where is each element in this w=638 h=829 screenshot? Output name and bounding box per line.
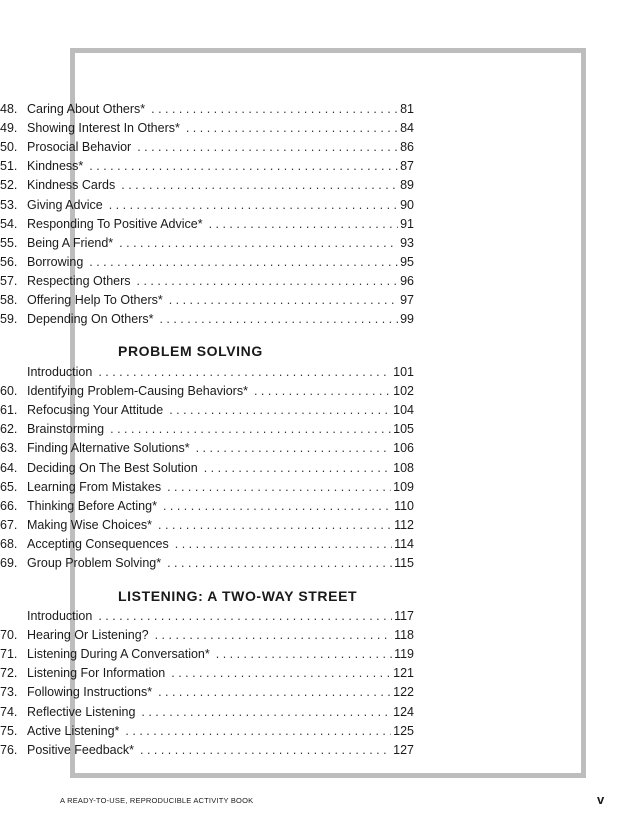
entry-title: Giving Advice bbox=[27, 197, 103, 212]
entry-page-number: 110 bbox=[394, 498, 414, 513]
entry-page-number: 114 bbox=[394, 536, 414, 551]
toc-entry bbox=[0, 722, 414, 741]
entry-number: 62. bbox=[0, 422, 18, 437]
entry-title: Introduction bbox=[27, 609, 93, 623]
entry-title: Making Wise Choices* bbox=[27, 517, 153, 532]
toc-entry bbox=[0, 310, 414, 329]
toc-entry bbox=[0, 516, 414, 535]
toc-entry bbox=[0, 554, 414, 573]
entry-title: Kindness Cards bbox=[27, 178, 116, 193]
entry-title: Following Instructions* bbox=[27, 685, 153, 700]
entry-number: 70. bbox=[0, 628, 18, 643]
entry-number: 75. bbox=[0, 723, 18, 738]
entry-page-number: 87 bbox=[400, 159, 414, 174]
entry-page-number: 91 bbox=[400, 216, 414, 231]
dot-leader bbox=[141, 703, 391, 722]
entry-title: Hearing Or Listening? bbox=[27, 628, 149, 643]
entry-title: Being A Friend* bbox=[27, 235, 114, 250]
entry-number: 58. bbox=[0, 293, 18, 307]
toc-entry bbox=[0, 439, 414, 458]
dot-leader bbox=[204, 459, 391, 478]
entry-number: 52. bbox=[0, 178, 18, 193]
entry-page-number: 121 bbox=[393, 666, 414, 681]
entry-title: Accepting Consequences bbox=[27, 536, 169, 551]
entry-page-number: 104 bbox=[393, 403, 414, 418]
toc-entry bbox=[0, 683, 414, 702]
entry-number: 60. bbox=[0, 384, 18, 399]
entry-number: 50. bbox=[0, 140, 18, 155]
entry-page-number: 93 bbox=[400, 235, 414, 250]
toc-entry bbox=[0, 664, 414, 683]
toc-entry bbox=[0, 703, 414, 722]
dot-leader bbox=[163, 497, 392, 516]
entry-page-number: 97 bbox=[400, 293, 414, 307]
dot-leader bbox=[119, 234, 398, 253]
entry-number: 57. bbox=[0, 273, 18, 288]
dot-leader bbox=[121, 176, 398, 195]
dot-leader bbox=[209, 215, 399, 234]
entry-number: 56. bbox=[0, 254, 18, 269]
toc-entry bbox=[0, 478, 414, 497]
dot-leader bbox=[167, 554, 392, 573]
toc-entry bbox=[0, 196, 414, 215]
footer-page-numeral: v bbox=[597, 792, 605, 807]
entry-number: 65. bbox=[0, 479, 18, 494]
entry-page-number: 119 bbox=[394, 647, 414, 662]
footer-book-label: A READY-TO-USE, REPRODUCIBLE ACTIVITY BOOK bbox=[60, 796, 254, 805]
entry-title: Reflective Listening bbox=[27, 704, 136, 719]
entry-title: Deciding On The Best Solution bbox=[27, 460, 198, 475]
entry-number: 68. bbox=[0, 536, 18, 551]
entry-page-number: 84 bbox=[400, 121, 414, 136]
toc-entry bbox=[0, 215, 414, 234]
dot-leader bbox=[98, 607, 392, 626]
entry-page-number: 90 bbox=[400, 197, 414, 212]
dot-leader bbox=[167, 478, 391, 497]
toc-entry bbox=[0, 363, 414, 382]
dot-leader bbox=[98, 363, 391, 382]
entry-number: 73. bbox=[0, 685, 18, 700]
entry-title: Kindness* bbox=[27, 159, 84, 174]
entry-number: 59. bbox=[0, 312, 18, 327]
dot-leader bbox=[110, 420, 391, 439]
dot-leader bbox=[109, 196, 398, 215]
entry-number: 72. bbox=[0, 666, 18, 681]
entry-title: Group Problem Solving* bbox=[27, 556, 162, 570]
entry-number: 76. bbox=[0, 742, 18, 757]
dot-leader bbox=[175, 535, 392, 554]
entry-page-number: 99 bbox=[400, 312, 414, 327]
toc-entry bbox=[0, 119, 414, 138]
entry-number: 51. bbox=[0, 159, 18, 174]
dot-leader bbox=[89, 157, 398, 176]
toc-entry bbox=[0, 234, 414, 253]
entry-page-number: 117 bbox=[394, 609, 414, 623]
dot-leader bbox=[196, 439, 392, 458]
toc-entry bbox=[0, 157, 414, 176]
entry-page-number: 89 bbox=[400, 178, 414, 193]
toc-entry bbox=[0, 535, 414, 554]
entry-page-number: 112 bbox=[394, 517, 414, 532]
toc-entry bbox=[0, 420, 414, 439]
entry-title: Introduction bbox=[27, 365, 93, 379]
dot-leader bbox=[169, 401, 391, 420]
toc-entry bbox=[0, 459, 414, 478]
section-heading: LISTENING: A TWO-WAY STREET bbox=[118, 588, 358, 604]
entry-title: Thinking Before Acting* bbox=[27, 498, 157, 513]
entry-number: 71. bbox=[0, 647, 18, 662]
toc-entry bbox=[0, 401, 414, 420]
entry-title: Showing Interest In Others* bbox=[27, 121, 180, 136]
entry-number: 67. bbox=[0, 517, 18, 532]
toc-entry bbox=[0, 741, 414, 760]
entry-page-number: 115 bbox=[394, 556, 414, 570]
entry-number: 55. bbox=[0, 235, 18, 250]
entry-title: Offering Help To Others* bbox=[27, 293, 163, 307]
dot-leader bbox=[158, 683, 391, 702]
entry-title: Borrowing bbox=[27, 254, 84, 269]
toc-entry bbox=[0, 272, 414, 291]
entry-number: 66. bbox=[0, 498, 18, 513]
entry-page-number: 109 bbox=[393, 479, 414, 494]
toc-entry bbox=[0, 626, 414, 645]
dot-leader bbox=[254, 382, 391, 401]
entry-page-number: 118 bbox=[394, 628, 414, 643]
entry-number: 64. bbox=[0, 460, 18, 475]
entry-title: Caring About Others* bbox=[27, 102, 146, 116]
entry-title: Respecting Others bbox=[27, 273, 131, 288]
dot-leader bbox=[186, 119, 398, 138]
entry-title: Learning From Mistakes bbox=[27, 479, 162, 494]
entry-title: Listening During A Conversation* bbox=[27, 647, 210, 662]
dot-leader bbox=[89, 253, 398, 272]
entry-page-number: 102 bbox=[393, 384, 414, 399]
entry-number: 53. bbox=[0, 197, 18, 212]
entry-title: Listening For Information bbox=[27, 666, 166, 681]
dot-leader bbox=[155, 626, 392, 645]
entry-page-number: 108 bbox=[393, 460, 414, 475]
dot-leader bbox=[125, 722, 391, 741]
dot-leader bbox=[216, 645, 392, 664]
entry-page-number: 105 bbox=[393, 422, 414, 437]
toc-entry bbox=[0, 645, 414, 664]
entry-title: Depending On Others* bbox=[27, 312, 154, 327]
entry-title: Active Listening* bbox=[27, 723, 120, 738]
toc-entry bbox=[0, 497, 414, 516]
entry-number: 49. bbox=[0, 121, 18, 136]
entry-title: Responding To Positive Advice* bbox=[27, 216, 203, 231]
toc-entry bbox=[0, 138, 414, 157]
entry-page-number: 125 bbox=[393, 723, 414, 738]
toc-entry bbox=[0, 607, 414, 626]
dot-leader bbox=[171, 664, 391, 683]
entry-page-number: 127 bbox=[393, 742, 414, 757]
entry-number: 48. bbox=[0, 102, 18, 116]
toc-entry bbox=[0, 253, 414, 272]
dot-leader bbox=[137, 272, 399, 291]
entry-page-number: 101 bbox=[393, 365, 414, 379]
toc-entry bbox=[0, 291, 414, 310]
section-heading: PROBLEM SOLVING bbox=[118, 343, 263, 359]
entry-page-number: 122 bbox=[393, 685, 414, 700]
entry-number: 74. bbox=[0, 704, 18, 719]
entry-title: Prosocial Behavior bbox=[27, 140, 132, 155]
entry-title: Refocusing Your Attitude bbox=[27, 403, 164, 418]
entry-number: 69. bbox=[0, 556, 18, 570]
dot-leader bbox=[158, 516, 392, 535]
dot-leader bbox=[137, 138, 398, 157]
entry-number: 63. bbox=[0, 441, 18, 456]
entry-title: Finding Alternative Solutions* bbox=[27, 441, 190, 456]
entry-number: 61. bbox=[0, 403, 18, 418]
entry-title: Brainstorming bbox=[27, 422, 105, 437]
toc-entry bbox=[0, 100, 414, 119]
dot-leader bbox=[169, 291, 398, 310]
entry-page-number: 95 bbox=[400, 254, 414, 269]
dot-leader bbox=[151, 100, 398, 119]
entry-number: 54. bbox=[0, 216, 18, 231]
dot-leader bbox=[159, 310, 398, 329]
dot-leader bbox=[140, 741, 391, 760]
entry-title: Identifying Problem-Causing Behaviors* bbox=[27, 384, 248, 399]
entry-title: Positive Feedback* bbox=[27, 742, 135, 757]
entry-page-number: 86 bbox=[400, 140, 414, 155]
toc-entry bbox=[0, 382, 414, 401]
entry-page-number: 106 bbox=[393, 441, 414, 456]
entry-page-number: 81 bbox=[400, 102, 414, 116]
entry-page-number: 96 bbox=[400, 273, 414, 288]
toc-entry bbox=[0, 176, 414, 195]
entry-page-number: 124 bbox=[393, 704, 414, 719]
